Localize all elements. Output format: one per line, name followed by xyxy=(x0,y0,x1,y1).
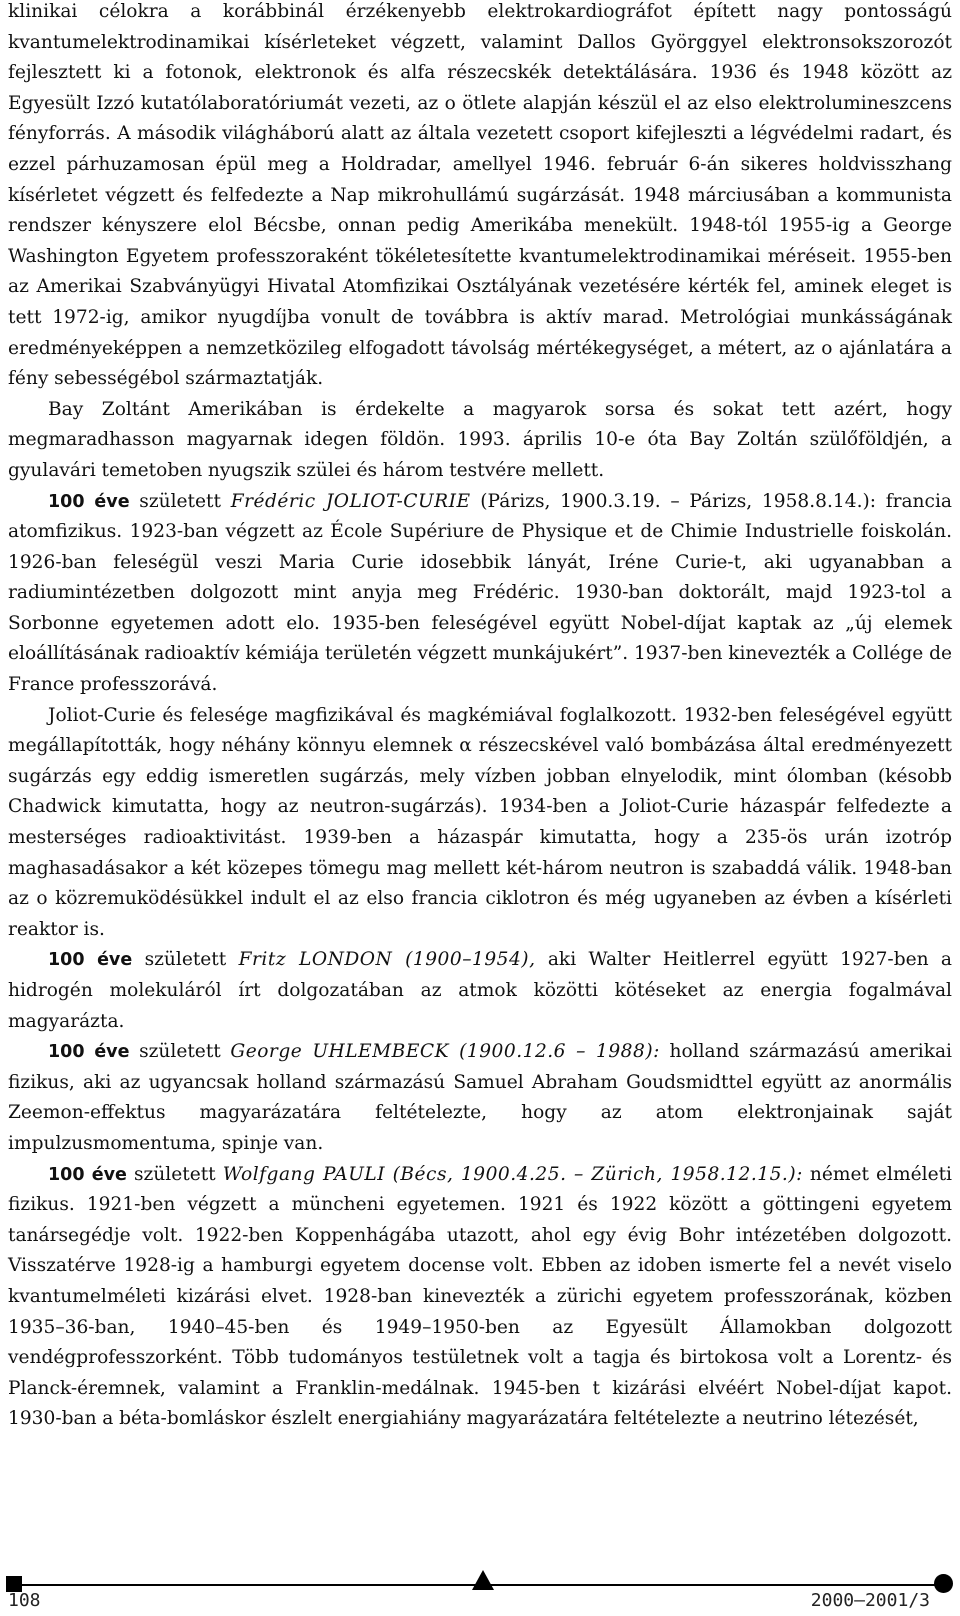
paragraph-text: aki Walter Heitlerrel együtt 1927-ben a hidrogén molekuláról írt dolgozatában az atmok közötti kötéseket az energia fogalmával magyarázta. xyxy=(8,949,953,1032)
paragraph-text: született xyxy=(132,949,239,971)
paragraph-text: holland származású amerikai fizikus, aki az ugyancsak holland származású Samuel Abraham Goudsmidttel együtt az anormális Zeemon-effektus magyarázatára feltételezte, hogy az atom elektronjainak saját impulzusmomentuma, spinje van. xyxy=(8,1041,953,1154)
paragraph-text: német elméleti fizikus. 1921-ben végzett a müncheni egyetemen. 1921 és 1922 között a göttingeni egyetem tanársegédje volt. 1922-ben Koppenhágába utazott, ahol egy évig Bohr intézetében dolgozott. Visszatérve 1928-ig a hamburgi egyetem docense volt. Ebben az idoben ismerte fel a nevét viselo kvantumelméleti kizárási elvet. 1928-ban kinevezték a zürichi egyetem professzorának, közben 1935–36-ban, 1940–45-ben és 1949–1950-ben az Egyesült Államokban dolgozott vendégprofesszorként. Több tudományos testületnek volt a tagja és birtokosa volt a Lorentz- és Planck-éremnek, valamint a Franklin-medálnak. 1945-ben t kizárási elvéért Nobel-díjat kapot. 1930-ban a béta-bomláskor észlelt energiahiány magyarázatára feltételezte a neutrino létezését, xyxy=(8,1163,952,1430)
page-footer xyxy=(0,1574,960,1616)
article-body xyxy=(8,0,952,1435)
person-name: Wolfgang PAULI (Bécs, 1900.4.25. – Zürich, 1958.12.15.): xyxy=(222,1163,803,1185)
paragraph-text: született xyxy=(126,1163,223,1185)
person-name: Fritz LONDON (1900–1954), xyxy=(238,949,536,971)
paragraph xyxy=(8,487,952,701)
paragraph-text: Joliot-Curie és felesége magfizikával és magkémiával foglalkozott. 1932-ben feleségével együtt megállapították, hogy néhány könnyu elemnek α részecskével való bombázása által eredményezett sugárzás egy eddig ismeretlen sugárzás, mely vízben jobban elnyelodik, mint ólomban (késobb Chadwick kimutatta, hogy az neutron-sugárzás). 1934-ben a Joliot-Curie házaspár felfedezte a mesterséges radioaktivitást. 1939-ben a házaspár kimutatta, hogy a 235-ös urán izotróp maghasadásakor a két közepes tömegu mag mellett két-három neutron is szabaddá válik. 1948-ban az o közremuködésükkel indult el az elso francia ciklotron és még ugyaneben az évben a kísérleti reaktor is. xyxy=(8,704,952,940)
paragraph-text: született xyxy=(129,1041,231,1063)
paragraph-text: Bay Zoltánt Amerikában is érdekelte a magyarok sorsa és sokat tett azért, hogy megmaradhasson magyarnak idegen földön. 1993. április 10-e óta Bay Zoltán szülőföldjén, a gyulavári temetoben nyugszik szülei és három testvére mellett. xyxy=(8,398,952,481)
paragraph-text: (Párizs, 1900.3.19. – Párizs, 1958.8.14.): francia atomfizikus. 1923-ban végzett az École Supériure de Physique et de Chimie Industrielle foiskolán. 1926-ban feleségül veszi Maria Curie idosebbik lányát, Iréne Curie-t, aki ugyanabban a radiumintézetben dolgozott mint anyja meg Frédéric. 1930-ban doktorált, majd 1923-tol a Sorbonne egyetemen adott elo. 1935-ben feleségével együtt Nobel-díjat kaptak az „új elemek eloállításának radioaktív kémiája területén végzett munkájukért”. 1937-ben kinevezték a Collége de France professzorává. xyxy=(8,490,952,696)
paragraph xyxy=(8,1160,952,1435)
paragraph xyxy=(8,1037,952,1159)
circle-marker-icon xyxy=(934,1574,953,1593)
anniversary-label: 100 éve xyxy=(48,950,133,971)
anniversary-label: 100 éve xyxy=(48,491,130,512)
paragraph xyxy=(8,395,952,487)
anniversary-label: 100 éve xyxy=(48,1042,130,1063)
page-number: 108 xyxy=(8,1590,41,1611)
issue-number: 2000–2001/3 xyxy=(810,1590,930,1611)
person-name: Frédéric JOLIOT-CURIE xyxy=(230,490,471,512)
paragraph xyxy=(8,945,952,1037)
person-name: George UHLEMBECK (1900.12.6 – 1988): xyxy=(230,1041,660,1063)
anniversary-label: 100 éve xyxy=(48,1164,127,1185)
paragraph-text: született xyxy=(129,490,231,512)
paragraph xyxy=(8,701,952,946)
paragraph xyxy=(8,0,952,395)
triangle-marker-icon xyxy=(472,1570,494,1590)
paragraph-text: klinikai célokra a korábbinál érzékenyebb elektrokardiográfot épített nagy pontosságú kvantumelektrodinamikai kísérleteket végzett, valamint Dallos Györggyel elektronsokszorozót fejlesztett ki a fotonok, elektronok és alfa részecskék detektálására. 1936 és 1948 között az Egyesült Izzó kutatólaboratóriumát vezeti, az o ötlete alapján készül el az elso elektrolumineszcens fényforrás. A második világháború alatt az általa vezetett csoport kifejleszti a légvédelmi radart, és ezzel párhuzamosan épül meg a Holdradar, amellyel 1946. február 6-án sikeres holdvisszhang kísérletet végzett és felfedezte a Nap mikrohullámú sugárzását. 1948 márciusában a kommunista rendszer kényszere elol Bécsbe, onnan pedig Amerikába menekült. 1948-tól 1955-ig a George Washington Egyetem professzoraként tökéletesítette kvantumelektrodinamikai méréseit. 1955-ben az Amerikai Szabványügyi Hivatal Atomfizikai Osztályának vezetésére kérték fel, aminek eleget is tett 1972-ig, amikor nyugdíjba vonult de továbbra is aktív marad. Metrológiai munkásságának eredményeképpen a nemzetközileg elfogadott távolság mértékegységet, a métert, az o ajánlatára a fény sebességébol származtatják. xyxy=(8,1,952,390)
